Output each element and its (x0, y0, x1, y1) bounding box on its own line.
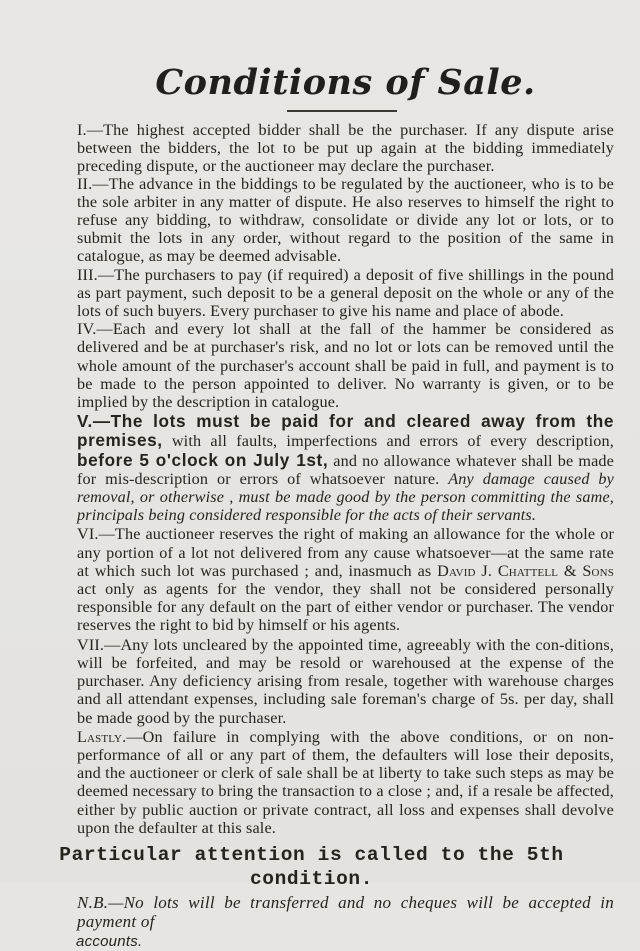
firm-name: David J. Chattell & Sons (437, 561, 614, 580)
condition-text: —The purchasers to pay (if required) a deposit of five shillings in the pound as part payment, such deposit to be a general deposit on the whole or any of the lots of such buyers. Every purchaser to give his name and place of abode. (77, 265, 614, 321)
condition-number: I. (77, 121, 87, 139)
condition-2 (77, 175, 614, 266)
condition-text: —The advance in the biddings to be regulated by the auctioneer, who is to be the sole arbiter in any matter of dispute. He also reserves to himself the right to refuse any bidding, to withdraw, consolidate or divide any lot or lots, or to submit the lots in any order, without regard to the position of the same in catalogue, as may be deemed advisable. (77, 174, 614, 266)
condition-lastly (77, 728, 614, 837)
condition-number: III. (77, 265, 98, 284)
condition-5 (77, 412, 614, 524)
condition-7 (77, 636, 614, 727)
condition-number: II. (77, 174, 93, 193)
attention-notice: Particular attention is called to the 5th condition. (59, 843, 564, 890)
nb-tail: accounts. (76, 932, 143, 950)
condition-text: —The highest accepted bidder shall be the purchaser. If any dispute arise between the bidders, the lot to be put up again at the bidding immediately preceding dispute, or the auctioneer may declare the purchaser. (77, 121, 614, 176)
condition-text-continued: and no allowance whatever shall be made for mis-description or errors of whatsoever nature. (77, 451, 615, 488)
condition-text: —Each and every lot shall at the fall of the hammer be considered as delivered and be at purchaser's risk, and no lot or lots can be removed until the whole amount of the purchaser's account shall be paid in full, and payment is to be made to the person appointed to deliver. No warranty is given, or to be implied by the description in catalogue. (77, 320, 614, 412)
condition-1 (77, 121, 614, 176)
condition-number: IV. (77, 320, 97, 339)
condition-bold-text: —The lots must be paid for and cleared away from the premises, (77, 411, 614, 451)
condition-damage-clause: Any damage caused by removal, or otherwise , must be made good by the person committing the same, principals being considered responsible for the acts of their servants. (77, 469, 614, 525)
nb-note (77, 893, 614, 951)
condition-text: —The auctioneer reserves the right of making an allowance for the whole or any portion of a lot not delivered from any cause whatsoever—at the same rate at which such lot was purchased ; and, inasmuch as (77, 525, 614, 580)
condition-number: V. (77, 411, 93, 432)
condition-3 (77, 266, 614, 321)
nb-text: N.B.—No lots will be transferred and no cheques will be accepted in payment of (77, 892, 614, 931)
condition-number: VII. (77, 635, 105, 654)
page-title: Conditions of Sale. (155, 62, 536, 103)
condition-text: with all faults, imperfections and errors of every description, (162, 432, 614, 451)
condition-text: —Any lots uncleared by the appointed time, agreeably with the con-ditions, will be forfeited, and may be resold or warehoused at the expense of the purchaser. Any deficiency arising from resale, together with warehouse charges and all attendant expenses, including sale foreman's charge of 5s. per day, shall be made good by the purchaser. (77, 635, 614, 727)
condition-number: VI. (77, 525, 99, 544)
condition-deadline: before 5 o'clock on July 1st, (77, 449, 329, 470)
condition-4 (77, 320, 614, 411)
title-divider (287, 110, 397, 112)
condition-number: Lastly. (77, 727, 127, 746)
condition-6 (77, 525, 614, 634)
condition-text: —On failure in complying with the above conditions, or on non-performance of all or any part of them, the defaulters will lose their deposits, and the auctioneer or clerk of sale shall be at liberty to take such steps as may be deemed necessary to bring the transaction to a close ; and, if a resale be affected, either by public auction or private contract, all loss and expenses shall devolve upon the defaulter at this sale. (77, 727, 614, 837)
conditions-body (59, 121, 615, 951)
condition-text-continued: act only as agents for the vendor, they shall not be considered personally responsible for any default on the part of either vendor or purchaser. The vendor reserves the right to bid by himself or his agents. (77, 580, 614, 635)
